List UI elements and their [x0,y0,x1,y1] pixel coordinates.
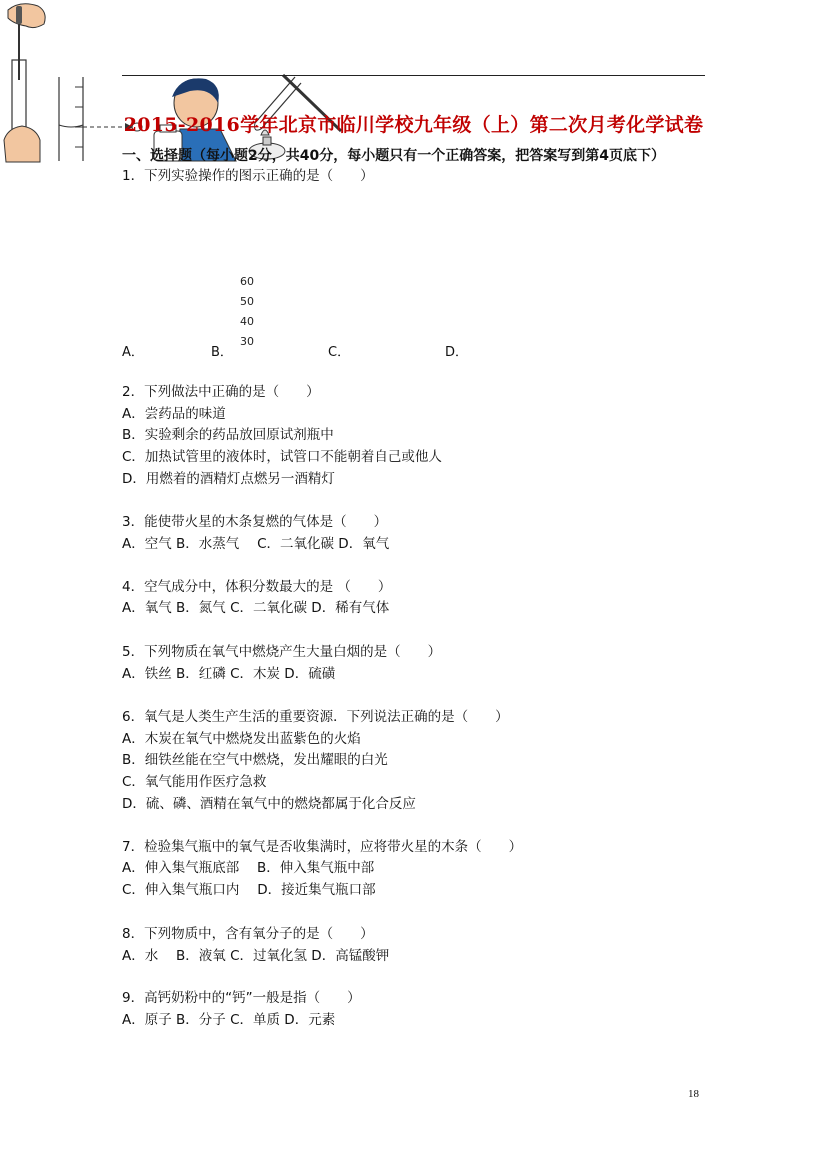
question-4-stem: 4．空气成分中，体积分数最大的是 （ ） [122,579,392,595]
question-7-stem: 7．检验集气瓶中的氧气是否收集满时，应将带火星的木条（ ） [122,839,523,855]
question-1-stem: 1．下列实验操作的图示正确的是（ ） [122,168,374,184]
figure-a-dropper-illustration [0,0,50,165]
question-6-option-a: A．木炭在氧气中燃烧发出蓝紫色的火焰 [122,731,361,747]
question-6-option-d: D．硫、磷、酒精在氧气中的燃烧都属于化合反应 [122,796,416,812]
cylinder-tick-30: 30 [240,335,254,348]
question-6-option-b: B．细铁丝能在空气中燃烧，发出耀眼的白光 [122,752,388,768]
question-3-stem: 3．能使带火星的木条复燃的气体是（ ） [122,514,388,530]
question-9-options: A．原子 B．分子 C．单质 D．元素 [122,1012,336,1028]
question-2-option-a: A．尝药品的味道 [122,406,226,422]
question-7-options-cd: C．伸入集气瓶口内 D．接近集气瓶口部 [122,882,376,898]
question-5-options: A．铁丝 B．红磷 C．木炭 D．硫磺 [122,666,336,682]
question-6-stem: 6．氧气是人类生产生活的重要资源．下列说法正确的是（ ） [122,709,509,725]
cylinder-tick-50: 50 [240,295,254,308]
option-a-label: A． [122,345,144,360]
question-2-option-c: C．加热试管里的液体时，试管口不能朝着自己或他人 [122,449,442,465]
page-title: 2015-2016学年北京市临川学校九年级（上）第二次月考化学试卷 [123,114,704,136]
question-3-options: A．空气 B．水蒸气 C．二氧化碳 D．氧气 [122,536,390,552]
option-d-label: D． [445,345,469,360]
question-4-options: A．氧气 B．氮气 C．二氧化碳 D．稀有气体 [122,600,390,616]
question-8-stem: 8．下列物质中，含有氧分子的是（ ） [122,926,374,942]
option-c-label: C． [328,345,351,360]
question-9-stem: 9．高钙奶粉中的“钙”一般是指（ ） [122,990,361,1006]
question-8-options: A．水 B．液氧 C．过氧化氢 D．高锰酸钾 [122,948,390,964]
question-2-option-b: B．实验剩余的药品放回原试剂瓶中 [122,427,334,443]
question-6-option-c: C．氧气能用作医疗急救 [122,774,267,790]
section-heading: 一、选择题（每小题2分，共40分，每小题只有一个正确答案，把答案写到第4页底下） [122,148,665,164]
question-5-stem: 5．下列物质在氧气中燃烧产生大量白烟的是（ ） [122,644,442,660]
question-2-option-d: D．用燃着的酒精灯点燃另一酒精灯 [122,471,335,487]
question-7-options-ab: A．伸入集气瓶底部 B．伸入集气瓶中部 [122,860,375,876]
cylinder-tick-40: 40 [240,315,254,328]
header-rule [122,75,705,76]
cylinder-tick-60: 60 [240,275,254,288]
option-b-label: B． [211,345,233,360]
question-2-stem: 2．下列做法中正确的是（ ） [122,384,320,400]
page-number: 18 [688,1088,699,1100]
